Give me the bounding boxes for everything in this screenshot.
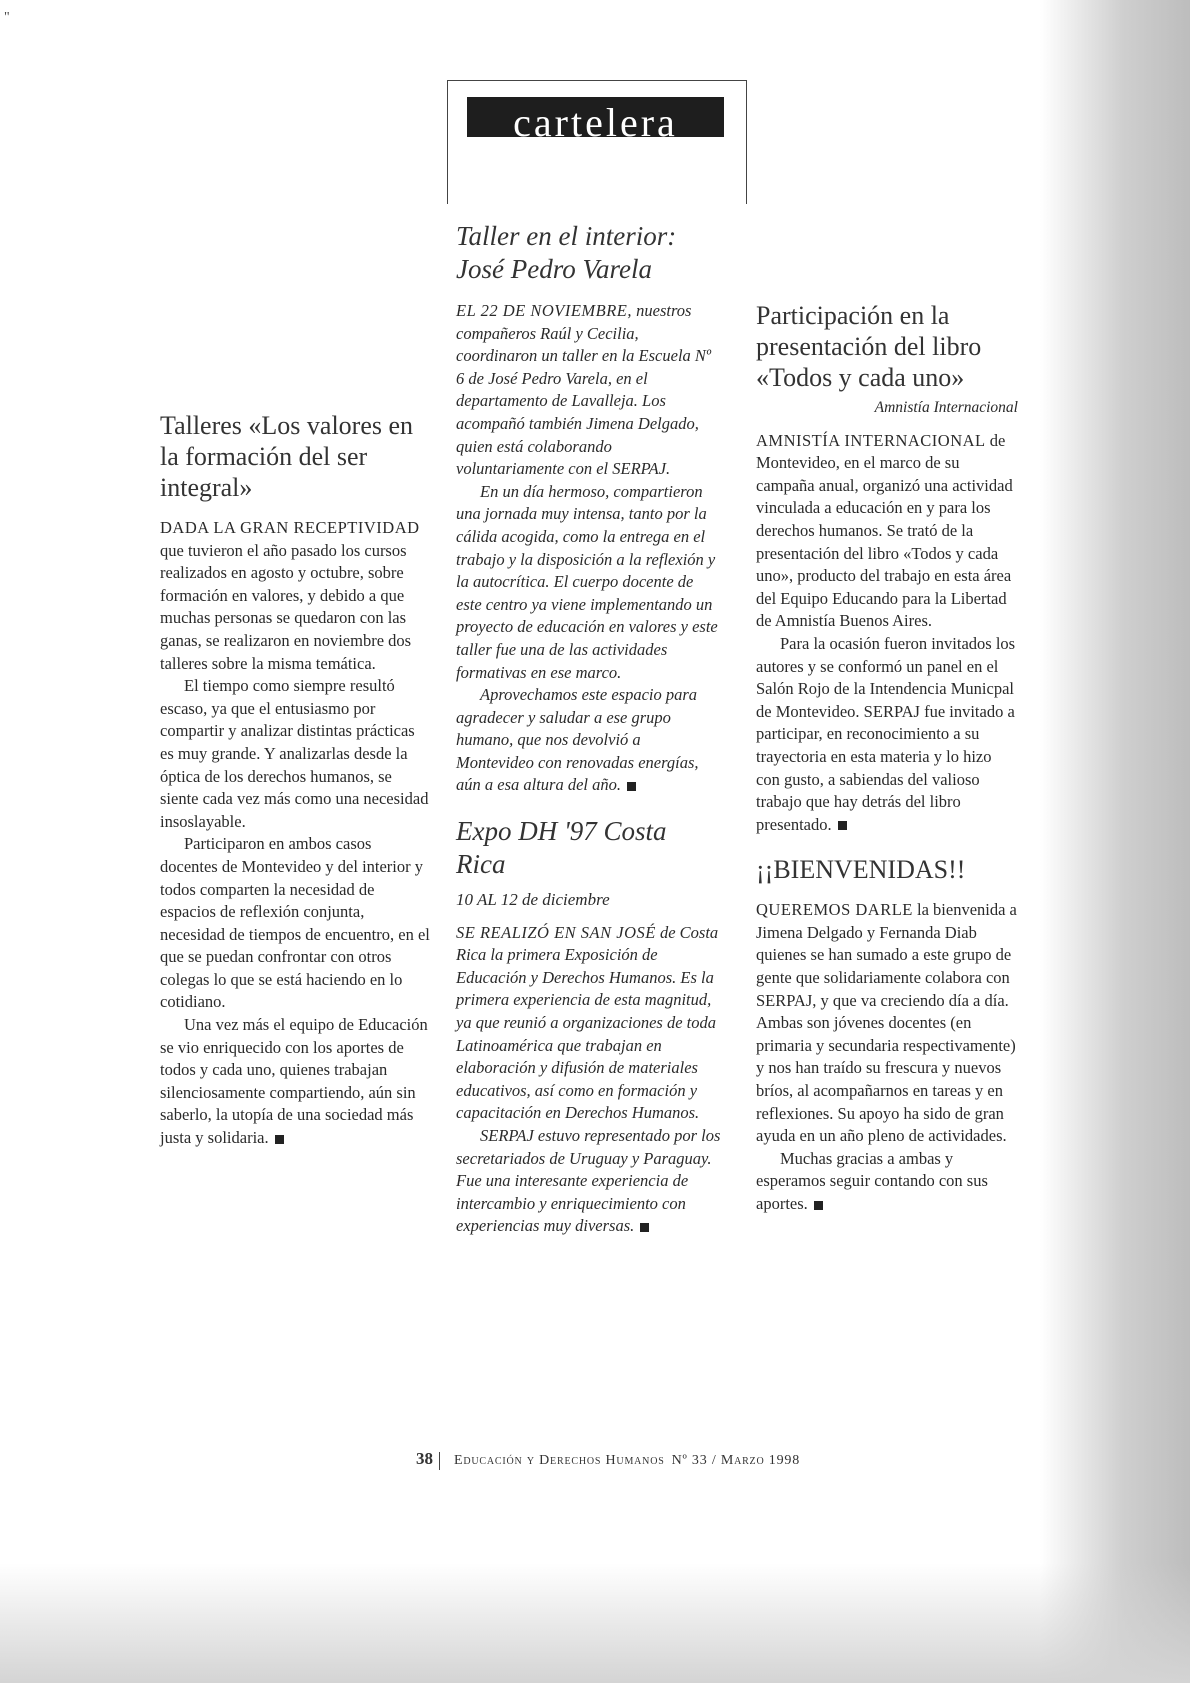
paragraph (756, 430, 1018, 633)
paragraph (456, 922, 721, 1125)
paragraph-text: Muchas gracias a ambas y esperamos seguir contando con sus aportes. (756, 1148, 988, 1213)
paragraph-text: Una vez más el equipo de Educación se vio enriquecido con los aportes de todos y cada uno, quienes trabajan silenciosamente compartiendo, aún sin saberlo, la utopía de una sociedad más justa y solidaria. (160, 1015, 428, 1148)
paragraph (756, 899, 1018, 1148)
end-mark (627, 782, 636, 791)
end-mark (838, 821, 847, 830)
paragraph-text: que tuvieron el año pasado los cursos realizados en agosto y octubre, sobre formación en valores, y debido a que muchas personas se quedaron con las ganas, se realizaron en noviembre dos talleres sobre la misma temática. (160, 540, 412, 673)
article-byline: Amnistía Internacional (874, 399, 1018, 416)
lead-in: AMNISTÍA INTERNACIONAL (756, 430, 986, 450)
paragraph: El tiempo como siempre resultó escaso, ya que el entusiasmo por compartir y analizar distintas prácticas es muy grande. Y analizarlas desde la óptica de los derechos humanos, se siente cada vez más como una necesidad insoslayable. (160, 676, 429, 831)
corner-mark: " (4, 10, 10, 25)
column-right (756, 300, 1018, 1216)
lead-in: EL 22 DE NOVIEMBRE, (456, 301, 633, 320)
paragraph-text: nuestros compañeros Raúl y Cecilia, coordinaron un taller en la Escuela Nº 6 de José Pedro Varela, en el departamento de Lavalleja. Los acompañó también Jimena Delgado, quien está colaborando voluntariamente con el SERPAJ. (456, 301, 712, 479)
footer-divider (439, 1452, 440, 1470)
paragraph (756, 1148, 1018, 1216)
lead-in: QUEREMOS DARLE (756, 900, 913, 920)
paragraph-text: de Montevideo, en el marco de su campaña anual, organizó una actividad vinculada a educación en y para los derechos humanos. Se trató de la presentación del libro «Todos y cada uno», producto del trabajo en esta área del Equipo Educando para la Libertad de Amnistía Buenos Aires. (756, 430, 1013, 631)
event-date: 10 AL 12 de diciembre (456, 890, 610, 910)
scan-bottom-shade (0, 1563, 1190, 1683)
lead-in: SE REALIZÓ EN SAN JOSÉ (456, 922, 656, 942)
page-edge-shadow (1040, 0, 1190, 1683)
section-banner: cartelera (467, 97, 724, 137)
page-footer (416, 1449, 800, 1470)
article-title: Taller en el interior: José Pedro Varela (456, 221, 677, 284)
paragraph (456, 684, 721, 797)
paragraph-text: Aprovechamos este espacio para agradecer y saludar a ese grupo humano, que nos devolvió a Montevideo con renovadas energías, aún a esa altura del año. (456, 685, 699, 795)
article-talleres-valores (160, 410, 432, 1150)
paragraph-text: de Costa Rica la primera Exposición de Educación y Derechos Humanos. Es la primera experiencia de esta magnitud, ya que reunió a organizaciones de toda Latinoamérica que trabajan en elaboración y difusión de materiales educativos, así como en formación y capacitación en Derechos Humanos. (456, 922, 719, 1123)
page-number: 38 (416, 1449, 433, 1468)
paragraph-text: Para la ocasión fueron invitados los autores y se conformó un panel en el Salón Rojo de la Intendencia Municpal de Montevideo. SERPAJ fue invitado a participar, en reconocimiento a su trayectoria en esta materia y lo hizo con gusto, a sabiendas del valioso trabajo que hay detrás del libro presentado. (756, 633, 1016, 834)
paragraph (456, 1125, 721, 1238)
paragraph (160, 517, 432, 675)
paragraph-text: SERPAJ estuvo representado por los secretariados de Uruguay y Paraguay. Fue una interesante experiencia de intercambio y enriquecimiento con experiencias muy diversas. (456, 1126, 721, 1236)
paragraph (756, 633, 1018, 836)
article-title: ¡¡BIENVENIDAS!! (756, 855, 966, 885)
issue-info: Nº 33 / Marzo 1998 (671, 1453, 800, 1468)
article-title: Participación en la presentación del libro «Todos y cada uno» (756, 301, 982, 392)
end-mark (814, 1201, 823, 1210)
paragraph (160, 1014, 432, 1150)
article-title: Expo DH '97 Costa Rica (456, 816, 667, 880)
paragraph: Participaron en ambos casos docentes de Montevideo y del interior y todos comparten la necesidad de espacios de reflexión conjunta, necesidad de tiempos de encuentro, en el que se puedan confrontar con otros colegas lo que se está haciendo en lo cotidiano. (160, 834, 430, 1012)
paragraph (456, 300, 721, 481)
paragraph: En un día hermoso, compartieron una jornada muy intensa, tanto por la cálida acogida, como la entrega en el trabajo y la disposición a la reflexión y la autocrítica. El cuerpo docente de este centro ya viene implementando un proyecto de educación en valores y este taller fue una de las actividades formativas en ese marco. (456, 481, 718, 682)
end-mark (275, 1135, 284, 1144)
column-center (456, 220, 721, 1238)
article-title: Talleres «Los valores en la formación del ser integral» (160, 411, 414, 502)
lead-in: DADA LA GRAN RECEPTIVIDAD (160, 518, 420, 537)
end-mark (640, 1223, 649, 1232)
publication-name: Educación y Derechos Humanos (454, 1453, 665, 1468)
paragraph-text: la bienvenida a Jimena Delgado y Fernanda Diab quienes se han sumado a este grupo de gente que solidariamente colabora con SERPAJ, y que va creciendo día a día. Ambas son jóvenes docentes (en primaria y secundaria respectivamente) y nos han traído su frescura y nuevos bríos, al acompañarnos en tareas y en reflexiones. Su apoyo ha sido de gran ayuda en un año pleno de actividades. (756, 900, 1017, 1146)
